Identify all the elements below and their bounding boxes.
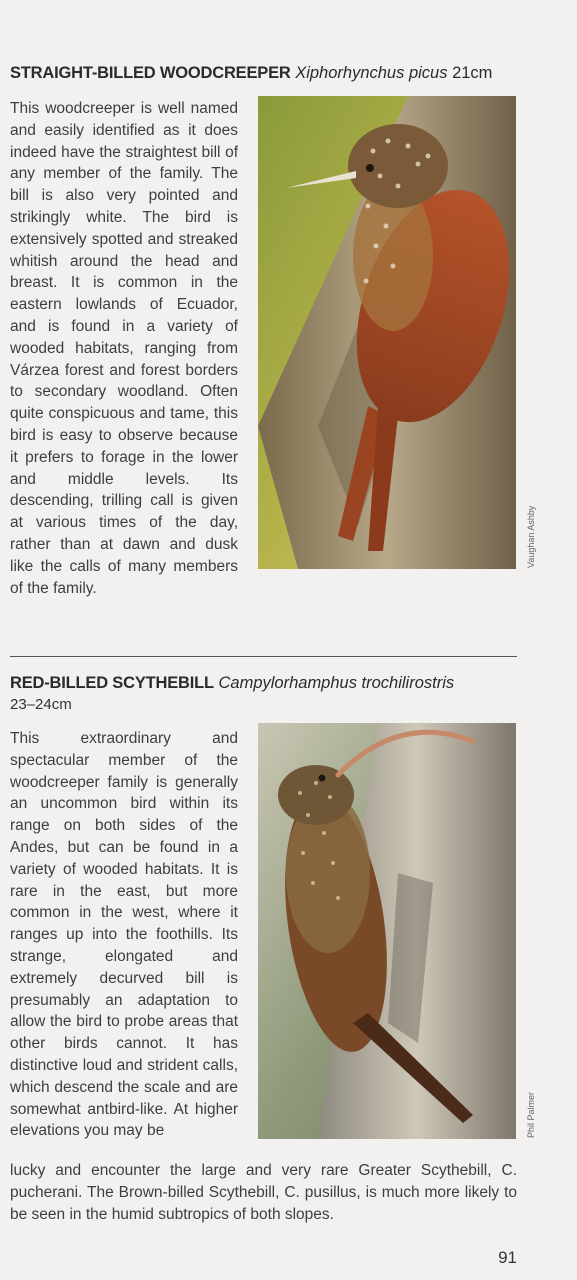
page-number: 91 xyxy=(498,1248,517,1267)
woodcreeper-illustration xyxy=(258,96,516,569)
entry-text-continued: lucky and encounter the large and very rare Greater Scythebill, C. pucherani. The Brown-billed Scythebill, C. pusillus, is much more likely to be seen in the humid subtropics of both slopes. xyxy=(10,1162,517,1223)
entry-heading xyxy=(10,64,492,83)
common-name: RED-BILLED SCYTHEBILL xyxy=(10,674,214,692)
photo-credit: Vaughan Ashby xyxy=(526,505,536,568)
size-label: 23–24cm xyxy=(10,696,72,713)
common-name: STRAIGHT-BILLED WOODCREEPER xyxy=(10,64,291,82)
scientific-name: Xiphorhynchus picus xyxy=(295,64,448,82)
entry-heading xyxy=(10,674,454,693)
section-divider xyxy=(10,656,517,657)
bird-photo-woodcreeper xyxy=(258,96,516,569)
entry-text: This woodcreeper is well named and easily identified as it does indeed have the straightest bill of any member of the family. The bill is also very pointed and strikingly white. The bird is extensively spotted and streaked whitish around the head and breast. It is common in the eastern lowlands of Ecuador, and is found in a variety of wooded habitats, ranging from Várzea forest and forest borders to secondary woodland. Often quite conspicuous and tame, this bird is easy to observe because it prefers to forage in the lower and middle levels. Its descending, trilling call is given at various times of the day, rather than at dawn and dusk like the calls of many members of the family. xyxy=(10,100,238,597)
scythebill-illustration xyxy=(258,723,516,1139)
entry-text: This extraordinary and spectacular member of the woodcreeper family is generally an uncommon bird within its range on both sides of the Andes, but can be found in a variety of wooded habitats. It is rare in the east, but more common in the west, where it ranges up into the foothills. Its strange, elongated and extremely decurved bill is presumably an adaptation to allow the bird to probe areas that other birds cannot. It has distinctive loud and strident calls, which descend the scale and are somewhat antbird-like. At higher elevations you may be xyxy=(10,730,238,1140)
scientific-name: Campylorhamphus trochilirostris xyxy=(218,674,455,692)
photo-credit: Phil Palmer xyxy=(526,1091,536,1138)
bird-photo-scythebill xyxy=(258,723,516,1139)
size-label: 21cm xyxy=(452,64,493,82)
